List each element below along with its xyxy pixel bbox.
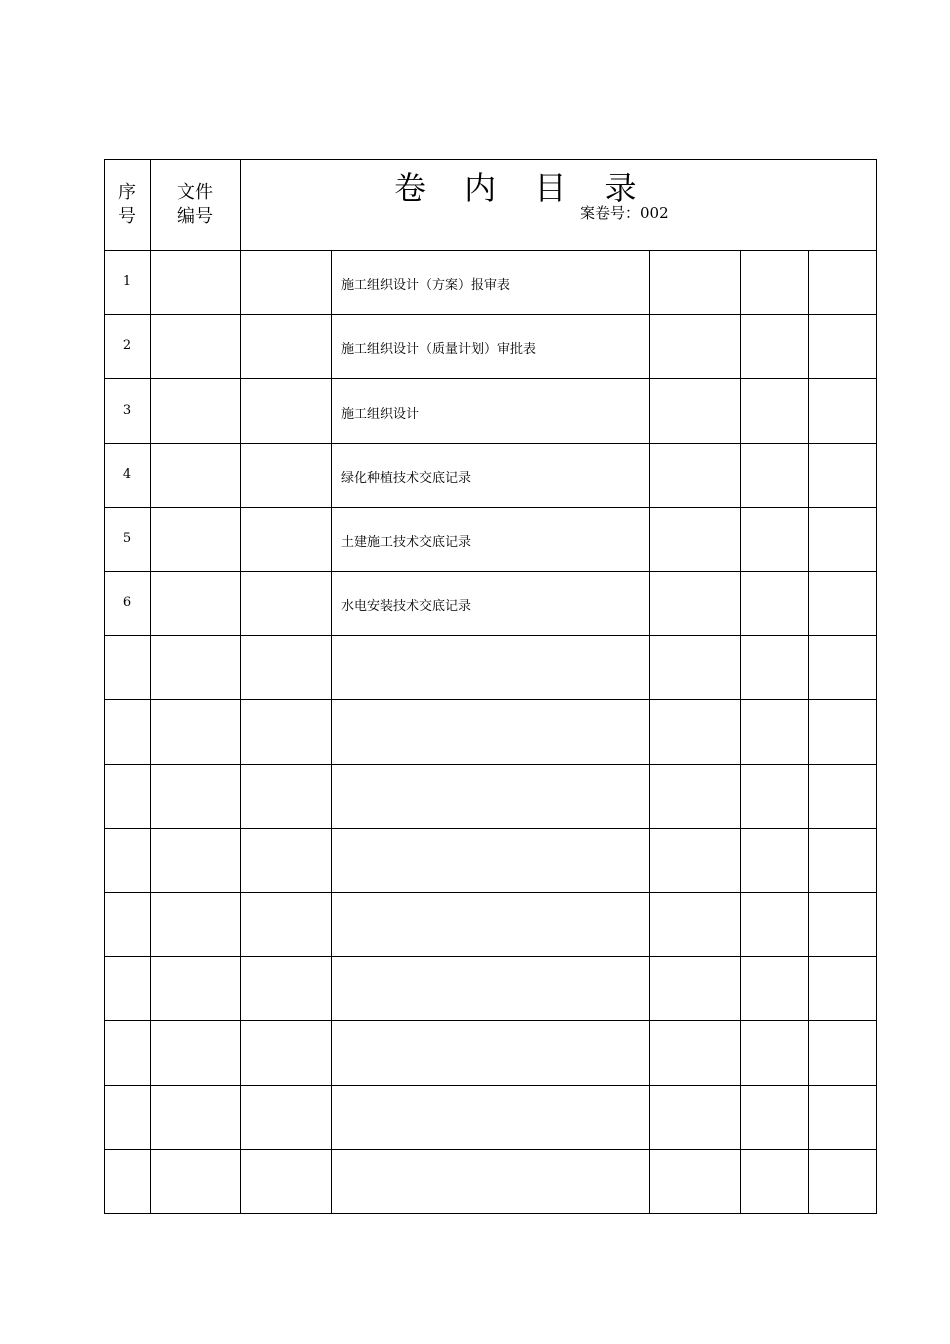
docno-header-line1: 文件 [177, 182, 213, 203]
page-title: 卷 内 目 录 [394, 169, 651, 207]
row-separator [104, 314, 877, 315]
row-separator [104, 635, 877, 636]
row-separator [104, 828, 877, 829]
row-separator [104, 571, 877, 572]
docno-header [150, 181, 240, 229]
row-separator [104, 378, 877, 379]
seq-header-line2: 号 [118, 206, 136, 227]
table-top-border [104, 159, 877, 160]
column-line-4 [649, 250, 650, 1214]
row-seq: 2 [122, 338, 132, 353]
row-title: 水电安装技术交底记录 [341, 599, 472, 614]
column-line-3 [331, 250, 332, 1214]
row-title: 施工组织设计（质量计划）审批表 [341, 342, 537, 357]
header-bottom-line [104, 250, 877, 251]
column-line-5 [740, 250, 741, 1214]
row-title: 绿化种植技术交底记录 [341, 471, 472, 486]
row-seq: 1 [122, 274, 132, 289]
table-bottom-border [104, 1213, 877, 1214]
case-number: 案卷号：002 [580, 204, 669, 222]
table-right-border [876, 159, 877, 1214]
row-seq: 4 [122, 467, 132, 482]
catalog-table [104, 159, 877, 1214]
row-separator [104, 1149, 877, 1150]
row-separator [104, 1085, 877, 1086]
docno-header-line2: 编号 [177, 206, 213, 227]
column-line-6 [808, 250, 809, 1214]
row-separator [104, 1020, 877, 1021]
row-separator [104, 699, 877, 700]
row-separator [104, 956, 877, 957]
row-seq: 3 [122, 403, 132, 418]
row-separator [104, 892, 877, 893]
row-title: 施工组织设计 [341, 407, 420, 422]
header-divider-1 [150, 159, 151, 1214]
row-title: 土建施工技术交底记录 [341, 535, 472, 550]
seq-header [104, 181, 150, 229]
row-separator [104, 443, 877, 444]
row-separator [104, 764, 877, 765]
row-title: 施工组织设计（方案）报审表 [341, 278, 511, 293]
row-separator [104, 507, 877, 508]
row-seq: 5 [122, 531, 132, 546]
seq-header-line1: 序 [118, 182, 136, 203]
table-left-border [104, 159, 105, 1214]
row-seq: 6 [122, 595, 132, 610]
header-divider-2 [240, 159, 241, 1214]
